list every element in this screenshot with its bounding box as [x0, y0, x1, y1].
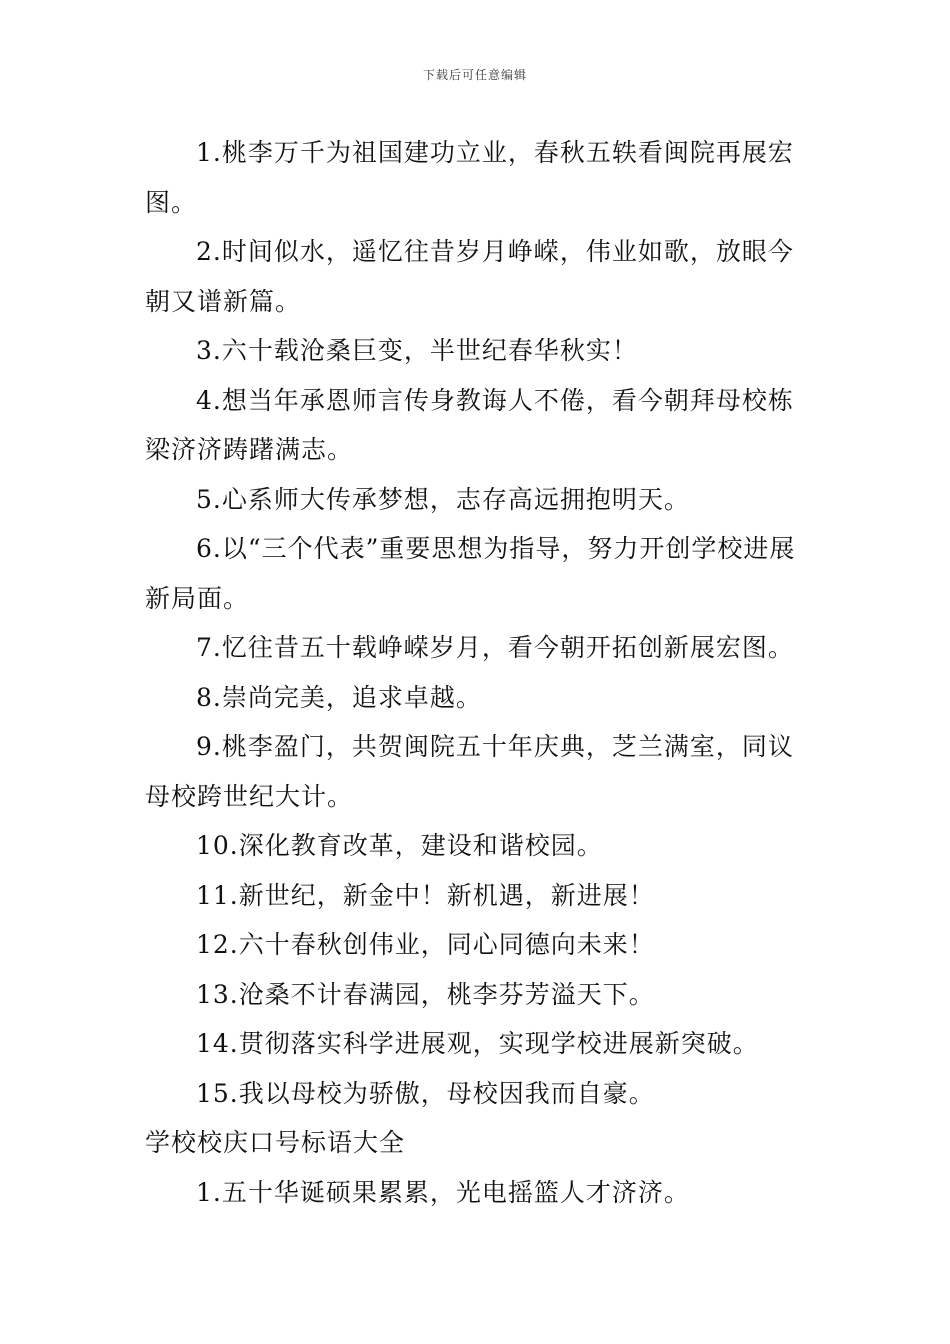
- page-header: 下载后可任意编辑: [422, 68, 527, 82]
- slogan-item: 1.桃李万千为祖国建功立业，春秋五轶看闽院再展宏图。: [145, 138, 794, 217]
- slogan-item: 12.六十春秋创伟业，同心同德向未来！: [196, 930, 655, 959]
- slogan-item: 9.桃李盈门，共贺闽院五十年庆典，芝兰满室，同议母校跨世纪大计。: [145, 732, 794, 811]
- section-heading: 学校校庆口号标语大全: [145, 1128, 406, 1157]
- slogan-item: 1.五十华诞硕果累累，光电摇篮人才济济。: [196, 1177, 690, 1207]
- slogan-item: 10.深化教育改革，建设和谐校园。: [196, 831, 603, 860]
- slogan-item: 7.忆往昔五十载峥嵘岁月，看今朝开拓创新展宏图。: [196, 633, 794, 662]
- slogan-item: 2.时间似水，遥忆往昔岁月峥嵘，伟业如歌，放眼今朝又谱新篇。: [145, 237, 794, 316]
- slogan-item: 3.六十载沧桑巨变，半世纪春华秋实！: [196, 336, 638, 365]
- slogan-item: 8.崇尚完美，追求卓越。: [196, 682, 482, 712]
- slogan-item: 4.想当年承恩师言传身教诲人不倦，看今朝拜母校栋梁济济踌躇满志。: [145, 385, 794, 464]
- slogan-item: 5.心系师大传承梦想，志存高远拥抱明天。: [196, 484, 690, 514]
- slogan-item: 13.沧桑不计春满园，桃李芬芳溢天下。: [196, 979, 655, 1009]
- document-body: [145, 128, 810, 1217]
- slogan-item: 6.以“三个代表”重要思想为指导，努力开创学校进展新局面。: [145, 534, 796, 613]
- slogan-item: 14.贯彻落实科学进展观，实现学校进展新突破。: [196, 1029, 759, 1058]
- slogan-item: 11.新世纪，新金中！新机遇，新进展！: [196, 880, 655, 910]
- slogan-item: 15.我以母校为骄傲，母校因我而自豪。: [196, 1078, 655, 1108]
